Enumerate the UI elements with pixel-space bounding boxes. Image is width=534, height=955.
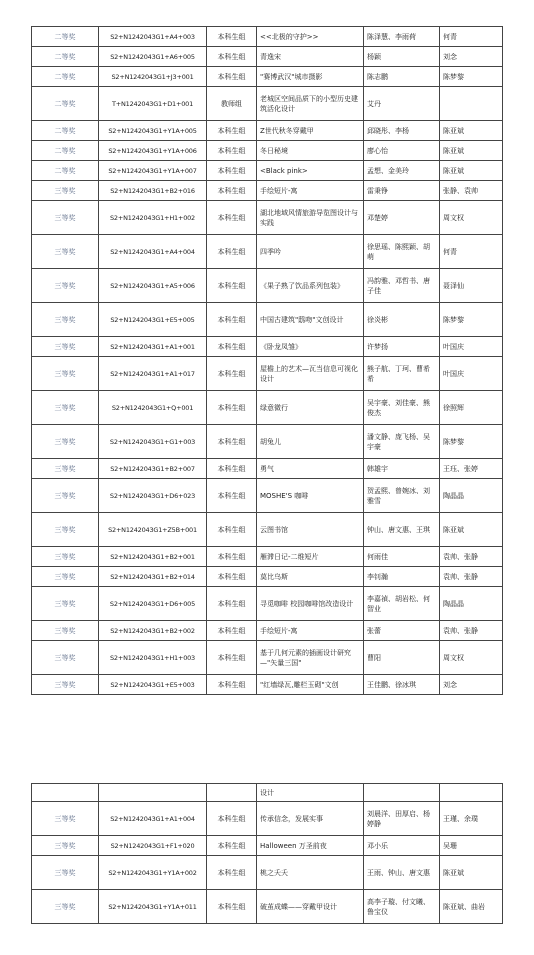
tutor-cell: 陶晶晶	[440, 479, 503, 513]
awards-table-1	[31, 26, 503, 695]
work-title-cell: 传承信念，发展实事	[257, 802, 364, 836]
entry-code-cell: S2+N1242043G1+Y1A+002	[99, 856, 207, 890]
group-cell: 本科生组	[207, 856, 257, 890]
group-cell: 本科生组	[207, 337, 257, 357]
authors-cell: 孟想、金美玲	[364, 161, 440, 181]
work-title-cell: 《果子熟了饮品系列包装》	[257, 269, 364, 303]
entry-code-cell: S2+N1242043G1+G1+003	[99, 425, 207, 459]
work-title-cell: Halloween 万圣前夜	[257, 836, 364, 856]
table-row	[32, 587, 503, 621]
entry-code-cell: S2+N1242043G1+Z5B+001	[99, 513, 207, 547]
authors-cell: 李钊瀚	[364, 567, 440, 587]
work-title-cell: <<北极的守护>>	[257, 27, 364, 47]
group-cell: 本科生组	[207, 621, 257, 641]
entry-code-cell: S2+N1242043G1+E5+005	[99, 303, 207, 337]
entry-code-cell: S2+N1242043G1+B2+001	[99, 547, 207, 567]
table-row	[32, 547, 503, 567]
tutor-cell: 陈亚斌	[440, 121, 503, 141]
entry-code-cell: S2+N1242043G1+D6+005	[99, 587, 207, 621]
tutor-cell: 陈亚斌	[440, 513, 503, 547]
group-cell: 本科生组	[207, 479, 257, 513]
group-cell: 本科生组	[207, 303, 257, 337]
entry-code-cell: S2+N1242043G1+A4+004	[99, 235, 207, 269]
authors-cell: 吴宇豪、刘佳豪、熊俊杰	[364, 391, 440, 425]
tutor-cell: 王珏、张婷	[440, 459, 503, 479]
authors-cell: 雷秉铮	[364, 181, 440, 201]
authors-cell: 刘晨洋、田厚启、杨婷静	[364, 802, 440, 836]
award-cell: 二等奖	[32, 27, 99, 47]
group-cell: 本科生组	[207, 890, 257, 924]
entry-code-cell: S2+N1242043G1+B2+014	[99, 567, 207, 587]
authors-cell: 钟山、唐文惠、王琪	[364, 513, 440, 547]
tutor-cell: 周文权	[440, 641, 503, 675]
group-cell: 本科生组	[207, 181, 257, 201]
tutor-cell: 刘念	[440, 47, 503, 67]
group-cell: 本科生组	[207, 513, 257, 547]
authors-cell: 王佳鹏、徐冰琪	[364, 675, 440, 695]
award-cell: 三等奖	[32, 675, 99, 695]
table-row	[32, 890, 503, 924]
group-cell: 本科生组	[207, 641, 257, 675]
authors-cell: 邱晓彤、李杨	[364, 121, 440, 141]
awards-table-1-body	[32, 27, 503, 695]
group-cell: 教师组	[207, 87, 257, 121]
authors-cell: 张蕾	[364, 621, 440, 641]
tutor-cell: 陈梦黎	[440, 67, 503, 87]
awards-table-2	[31, 783, 503, 924]
tutor-cell	[440, 784, 503, 802]
work-title-cell: 胡兔儿	[257, 425, 364, 459]
entry-code-cell: S2+N1242043G1+A6+005	[99, 47, 207, 67]
table-row	[32, 337, 503, 357]
authors-cell: 何雨佳	[364, 547, 440, 567]
tutor-cell: 袁帅、张静	[440, 567, 503, 587]
tutor-cell: 徐照辉	[440, 391, 503, 425]
work-title-cell: 湖北地域风情旅游导览图设计与实践	[257, 201, 364, 235]
table-row	[32, 675, 503, 695]
work-title-cell: 寻觅咖啡 校园咖啡馆改造设计	[257, 587, 364, 621]
group-cell: 本科生组	[207, 357, 257, 391]
group-cell	[207, 784, 257, 802]
work-title-cell: 云图书馆	[257, 513, 364, 547]
group-cell: 本科生组	[207, 235, 257, 269]
award-cell: 三等奖	[32, 547, 99, 567]
tutor-cell: 陶晶晶	[440, 587, 503, 621]
table-row	[32, 856, 503, 890]
work-title-cell: "红墙绿瓦,雕栏玉砌"文创	[257, 675, 364, 695]
entry-code-cell: S2+N1242043G1+Y1A+006	[99, 141, 207, 161]
group-cell: 本科生组	[207, 547, 257, 567]
work-title-cell: 破茧成蝶——穿戴甲设计	[257, 890, 364, 924]
group-cell: 本科生组	[207, 836, 257, 856]
entry-code-cell: S2+N1242043G1+A4+003	[99, 27, 207, 47]
award-cell: 三等奖	[32, 513, 99, 547]
entry-code-cell: S2+N1242043G1+A1+017	[99, 357, 207, 391]
entry-code-cell: S2+N1242043G1+Y1A+007	[99, 161, 207, 181]
group-cell: 本科生组	[207, 269, 257, 303]
award-cell: 三等奖	[32, 425, 99, 459]
authors-cell: 杨颖	[364, 47, 440, 67]
table-row	[32, 802, 503, 836]
work-title-cell: 莫比乌斯	[257, 567, 364, 587]
work-title-cell: 设计	[257, 784, 364, 802]
award-cell: 二等奖	[32, 161, 99, 181]
awards-table-2-body	[32, 784, 503, 924]
authors-cell: 韩雄宇	[364, 459, 440, 479]
group-cell: 本科生组	[207, 675, 257, 695]
award-cell: 三等奖	[32, 641, 99, 675]
group-cell: 本科生组	[207, 587, 257, 621]
table-row	[32, 303, 503, 337]
entry-code-cell: S2+N1242043G1+D6+023	[99, 479, 207, 513]
award-cell: 三等奖	[32, 479, 99, 513]
authors-cell: 曹阳	[364, 641, 440, 675]
group-cell: 本科生组	[207, 567, 257, 587]
work-title-cell: 手绘短片-寓	[257, 181, 364, 201]
table-row	[32, 141, 503, 161]
work-title-cell: 青逸宋	[257, 47, 364, 67]
authors-cell: 李嘉禎、胡岩松、何智业	[364, 587, 440, 621]
tutor-cell: 吴珊	[440, 836, 503, 856]
group-cell: 本科生组	[207, 391, 257, 425]
tutor-cell: 陈亚斌、曲岩	[440, 890, 503, 924]
award-cell: 三等奖	[32, 303, 99, 337]
entry-code-cell: T+N1242043G1+D1+001	[99, 87, 207, 121]
table-row	[32, 641, 503, 675]
authors-cell: 潘文静、庞飞杨、吴宇豪	[364, 425, 440, 459]
authors-cell: 熊子航、丁珂、曹希希	[364, 357, 440, 391]
award-cell: 三等奖	[32, 621, 99, 641]
award-cell: 二等奖	[32, 67, 99, 87]
tutor-cell: 何青	[440, 27, 503, 47]
table-row	[32, 357, 503, 391]
work-title-cell: 中国古建筑"鸱吻"文创设计	[257, 303, 364, 337]
award-cell: 三等奖	[32, 856, 99, 890]
work-title-cell: 勇气	[257, 459, 364, 479]
authors-cell: 邓楚婷	[364, 201, 440, 235]
authors-cell: 陈泽慧、李雨荷	[364, 27, 440, 47]
work-title-cell: "赛博武汉"城市摄影	[257, 67, 364, 87]
table-row	[32, 201, 503, 235]
table-row	[32, 425, 503, 459]
tutor-cell: 张静、袁帅	[440, 181, 503, 201]
authors-cell: 徐思瑶、陈熙颖、胡萌	[364, 235, 440, 269]
entry-code-cell: S2+N1242043G1+A1+001	[99, 337, 207, 357]
entry-code-cell: S2+N1242043G1+Y1A+005	[99, 121, 207, 141]
award-cell: 三等奖	[32, 201, 99, 235]
work-title-cell: 老城区空间品质下的小型历史建筑活化设计	[257, 87, 364, 121]
table-row	[32, 567, 503, 587]
award-cell: 三等奖	[32, 269, 99, 303]
entry-code-cell: S2+N1242043G1+A5+006	[99, 269, 207, 303]
award-cell: 三等奖	[32, 459, 99, 479]
entry-code-cell: S2+N1242043G1+B2+007	[99, 459, 207, 479]
group-cell: 本科生组	[207, 141, 257, 161]
award-cell: 二等奖	[32, 141, 99, 161]
tutor-cell: 叶国庆	[440, 337, 503, 357]
entry-code-cell: S2+N1242043G1+H1+002	[99, 201, 207, 235]
entry-code-cell: S2+N1242043G1+Y1A+011	[99, 890, 207, 924]
group-cell: 本科生组	[207, 425, 257, 459]
entry-code-cell: S2+N1242043G1+J3+001	[99, 67, 207, 87]
authors-cell: 高李子璇、付文曦、鲁宝仪	[364, 890, 440, 924]
tutor-cell: 陈亚斌	[440, 856, 503, 890]
group-cell: 本科生组	[207, 802, 257, 836]
table-row	[32, 161, 503, 181]
group-cell: 本科生组	[207, 161, 257, 181]
table-row	[32, 836, 503, 856]
tutor-cell	[440, 87, 503, 121]
authors-cell: 陈志鹏	[364, 67, 440, 87]
award-cell: 三等奖	[32, 587, 99, 621]
work-title-cell: 雁滞日记-二维短片	[257, 547, 364, 567]
award-cell: 三等奖	[32, 235, 99, 269]
group-cell: 本科生组	[207, 201, 257, 235]
work-title-cell: <Black pink>	[257, 161, 364, 181]
work-title-cell: 绿意微行	[257, 391, 364, 425]
award-cell: 二等奖	[32, 121, 99, 141]
authors-cell: 邓小乐	[364, 836, 440, 856]
tutor-cell: 聂泽仙	[440, 269, 503, 303]
award-cell: 三等奖	[32, 836, 99, 856]
award-cell: 三等奖	[32, 357, 99, 391]
award-cell: 三等奖	[32, 567, 99, 587]
tutor-cell: 刘念	[440, 675, 503, 695]
entry-code-cell: S2+N1242043G1+Q+001	[99, 391, 207, 425]
table-row	[32, 27, 503, 47]
group-cell: 本科生组	[207, 47, 257, 67]
entry-code-cell: S2+N1242043G1+H1+003	[99, 641, 207, 675]
work-title-cell: 桃之夭夭	[257, 856, 364, 890]
group-cell: 本科生组	[207, 121, 257, 141]
tutor-cell: 陈梦黎	[440, 303, 503, 337]
award-cell	[32, 784, 99, 802]
entry-code-cell: S2+N1242043G1+B2+002	[99, 621, 207, 641]
table-row	[32, 621, 503, 641]
tutor-cell: 陈梦黎	[440, 425, 503, 459]
work-title-cell: 基于几何元素的插画设计研究—"矢量三国"	[257, 641, 364, 675]
tutor-cell: 袁帅、张静	[440, 547, 503, 567]
award-cell: 三等奖	[32, 890, 99, 924]
work-title-cell: 冬日秘境	[257, 141, 364, 161]
tutor-cell: 叶国庆	[440, 357, 503, 391]
authors-cell	[364, 784, 440, 802]
tutor-cell: 何青	[440, 235, 503, 269]
authors-cell: 徐炎彬	[364, 303, 440, 337]
work-title-cell: 四季吟	[257, 235, 364, 269]
award-cell: 三等奖	[32, 391, 99, 425]
award-cell: 三等奖	[32, 181, 99, 201]
award-cell: 三等奖	[32, 802, 99, 836]
tutor-cell: 陈亚斌	[440, 161, 503, 181]
authors-cell: 艾丹	[364, 87, 440, 121]
work-title-cell: 《卧龙凤雏》	[257, 337, 364, 357]
table-row	[32, 513, 503, 547]
group-cell: 本科生组	[207, 459, 257, 479]
table-row	[32, 67, 503, 87]
tutor-cell: 陈亚斌	[440, 141, 503, 161]
entry-code-cell: S2+N1242043G1+E5+003	[99, 675, 207, 695]
award-cell: 二等奖	[32, 87, 99, 121]
tutor-cell: 王瑾、余璞	[440, 802, 503, 836]
work-title-cell: Z世代秋冬穿戴甲	[257, 121, 364, 141]
table-row	[32, 47, 503, 67]
authors-cell: 许梦扬	[364, 337, 440, 357]
table-row	[32, 269, 503, 303]
work-title-cell: 手绘短片-寓	[257, 621, 364, 641]
authors-cell: 廖心怡	[364, 141, 440, 161]
table-row	[32, 121, 503, 141]
table-row	[32, 459, 503, 479]
award-cell: 三等奖	[32, 337, 99, 357]
work-title-cell: MOSHE'S 咖啡	[257, 479, 364, 513]
entry-code-cell	[99, 784, 207, 802]
table-row	[32, 87, 503, 121]
table-row	[32, 479, 503, 513]
entry-code-cell: S2+N1242043G1+B2+016	[99, 181, 207, 201]
authors-cell: 贺孟熙、曾婉冰、刘雅雪	[364, 479, 440, 513]
tutor-cell: 周文权	[440, 201, 503, 235]
entry-code-cell: S2+N1242043G1+A1+004	[99, 802, 207, 836]
table-row	[32, 784, 503, 802]
tutor-cell: 袁帅、张静	[440, 621, 503, 641]
table-row	[32, 235, 503, 269]
group-cell: 本科生组	[207, 27, 257, 47]
group-cell: 本科生组	[207, 67, 257, 87]
table-row	[32, 391, 503, 425]
authors-cell: 冯韵雅、邓哲书、唐子佳	[364, 269, 440, 303]
entry-code-cell: S2+N1242043G1+F1+020	[99, 836, 207, 856]
work-title-cell: 屋檐上的艺术—瓦当信息可视化设计	[257, 357, 364, 391]
authors-cell: 王雨、钟山、唐文惠	[364, 856, 440, 890]
award-cell: 二等奖	[32, 47, 99, 67]
table-row	[32, 181, 503, 201]
